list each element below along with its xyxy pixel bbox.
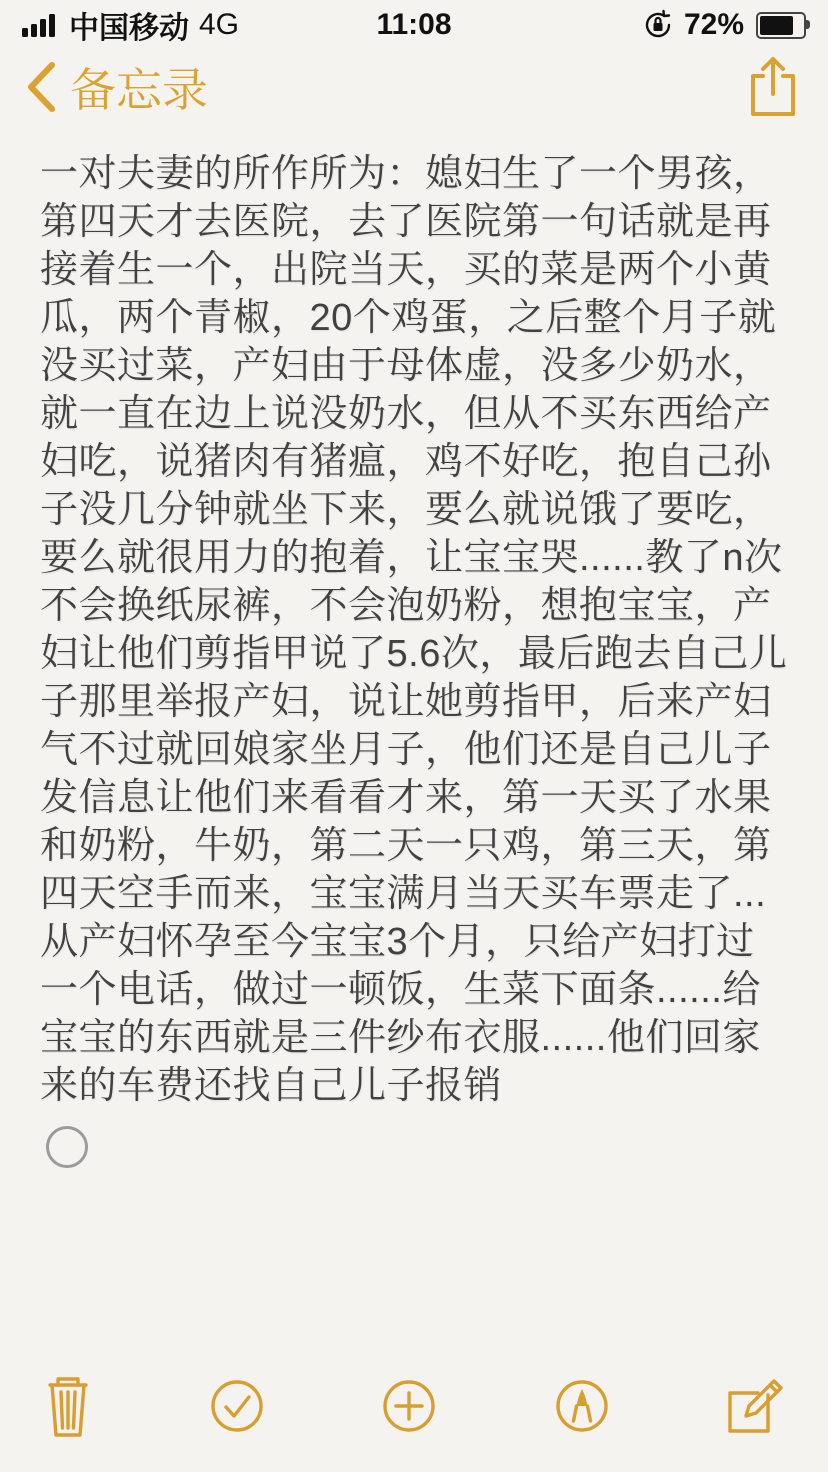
note-text[interactable]: 一对夫妻的所作所为：媳妇生了一个男孩，第四天才去医院，去了医院第一句话就是再接着生一个，出院当天，买的菜是两个小黄瓜，两个青椒，20个鸡蛋，之后整个月子就没买过菜，产妇由于母体虚，没多少奶水，就一直在边上说没奶水，但从不买东西给产妇吃，说猪肉有猪瘟，鸡不好吃，抱自己孙子没几分钟就坐下来，要么就说饿了要吃，要么就很用力的抱着，让宝宝哭......教了n次不会换纸尿裤，不会泡奶粉，想抱宝宝，产妇让他们剪指甲说了5.6次，最后跑去自己儿子那里举报产妇，说让她剪指甲，后来产妇气不过就回娘家坐月子，他们还是自己儿子发信息让他们来看看才来，第一天买了水果和奶粉，牛奶，第二天一只鸡，第三天，第四天空手而来，宝宝满月当天买车票走了...从产妇怀孕至今宝宝3个月，只给产妇打过一个电话，做过一顿饭，生菜下面条......给宝宝的东西就是三件纱布衣服......他们回家来的车费还找自己儿子报销: [40, 153, 788, 1107]
battery-percent-label: 72%: [683, 8, 744, 41]
delete-button[interactable]: [40, 1373, 96, 1439]
compose-button[interactable]: [722, 1373, 788, 1439]
chevron-left-icon: [24, 61, 58, 113]
add-icon: [377, 1374, 441, 1438]
cellular-signal-icon: [22, 13, 55, 37]
compose-icon: [722, 1373, 788, 1439]
checklist-button[interactable]: [205, 1374, 269, 1438]
status-bar-left: [22, 3, 239, 47]
share-button[interactable]: [742, 54, 804, 120]
status-bar: [0, 0, 828, 44]
markup-pen-icon: [550, 1374, 614, 1438]
back-button[interactable]: [24, 54, 208, 120]
checklist-empty-circle[interactable]: [46, 1126, 88, 1168]
trash-icon: [40, 1373, 96, 1439]
note-content[interactable]: [0, 150, 828, 1168]
battery-icon: [756, 12, 806, 39]
add-button[interactable]: [377, 1374, 441, 1438]
network-type-label: 4G: [199, 8, 240, 41]
orientation-lock-icon: [642, 9, 674, 41]
share-icon: [742, 54, 804, 120]
nav-bar: [0, 48, 828, 126]
markup-button[interactable]: [550, 1374, 614, 1438]
bottom-toolbar: [0, 1354, 828, 1472]
back-button-label: 备忘录: [70, 64, 208, 116]
status-bar-right: [642, 8, 806, 42]
clock: 11:08: [376, 8, 452, 41]
checklist-icon: [205, 1374, 269, 1438]
carrier-label: 中国移动: [69, 12, 189, 45]
